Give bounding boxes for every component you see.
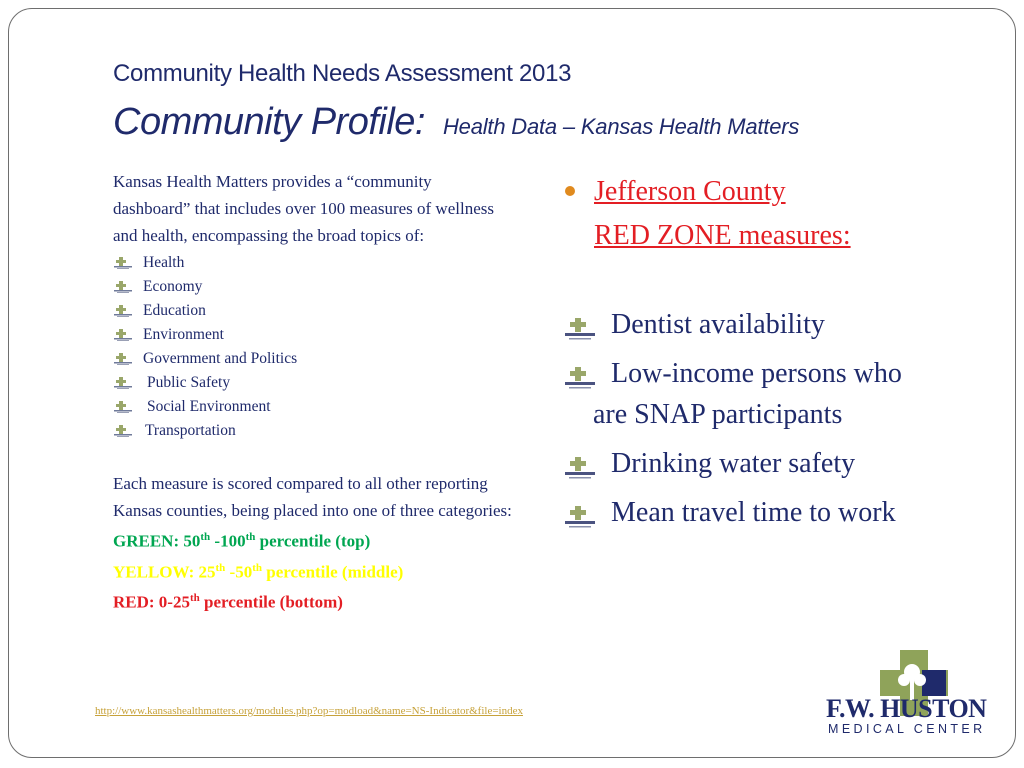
topics-list: [113, 251, 513, 443]
bullet-dot-icon: [565, 186, 575, 196]
left-column: [113, 168, 513, 616]
logo-bullet-icon: [563, 361, 597, 385]
red-zone-list: [563, 304, 983, 533]
logo-bullet-icon: [563, 500, 597, 524]
topic-item: Social Environment: [113, 395, 513, 419]
category-red: RED: 0-25th percentile (bottom): [113, 592, 343, 612]
logo-bullet-icon: [113, 256, 133, 270]
logo-bullet-icon: [113, 280, 133, 294]
county-name: Jefferson County: [594, 176, 786, 207]
logo-bullet-icon: [113, 304, 133, 318]
source-link[interactable]: http://www.kansashealthmatters.org/modules.php?op=modload&name=NS-Indicator&file=index: [95, 705, 523, 717]
topic-item: Health: [113, 251, 513, 275]
logo-bullet-icon: [563, 451, 597, 475]
red-zone-item: Low-income persons who are SNAP participants: [563, 353, 983, 435]
red-zone-label: RED ZONE measures:: [594, 220, 851, 251]
logo-subtitle: MEDICAL CENTER: [828, 722, 986, 736]
logo-bullet-icon: [113, 400, 133, 414]
title-line2: [113, 101, 799, 144]
logo-bullet-icon: [113, 352, 133, 366]
topic-item: Government and Politics: [113, 347, 513, 371]
county-heading: [563, 170, 983, 258]
intro-text: Kansas Health Matters provides a “community dashboard” that includes over 100 measures of wellness and health, encompassing the broad topics of:: [113, 172, 494, 245]
title-main: Community Profile:: [113, 101, 425, 143]
measure-text: Each measure is scored compared to all other reporting Kansas counties, being placed into one of three categories:: [113, 474, 512, 520]
topic-item: Education: [113, 299, 513, 323]
red-zone-item: Drinking water safety: [563, 443, 983, 484]
category-yellow: YELLOW: 25th -50th percentile (middle): [113, 561, 404, 582]
logo-name: F.W. HUSTON: [826, 694, 987, 723]
title-sub: Health Data – Kansas Health Matters: [442, 114, 800, 139]
topic-item: Public Safety: [113, 371, 513, 395]
logo-bullet-icon: [113, 424, 133, 438]
title-line1: Community Health Needs Assessment 2013: [113, 60, 572, 87]
logo-bullet-icon: [113, 376, 133, 390]
red-zone-item: Dentist availability: [563, 304, 983, 345]
right-column: [563, 170, 983, 541]
topic-item: Economy: [113, 275, 513, 299]
logo-bullet-icon: [113, 328, 133, 342]
logo-bullet-icon: [563, 312, 597, 336]
topic-item: Transportation: [113, 419, 513, 443]
category-green: GREEN: 50th -100th percentile (top): [113, 531, 371, 551]
red-zone-item: Mean travel time to work: [563, 492, 983, 533]
topic-item: Environment: [113, 323, 513, 347]
